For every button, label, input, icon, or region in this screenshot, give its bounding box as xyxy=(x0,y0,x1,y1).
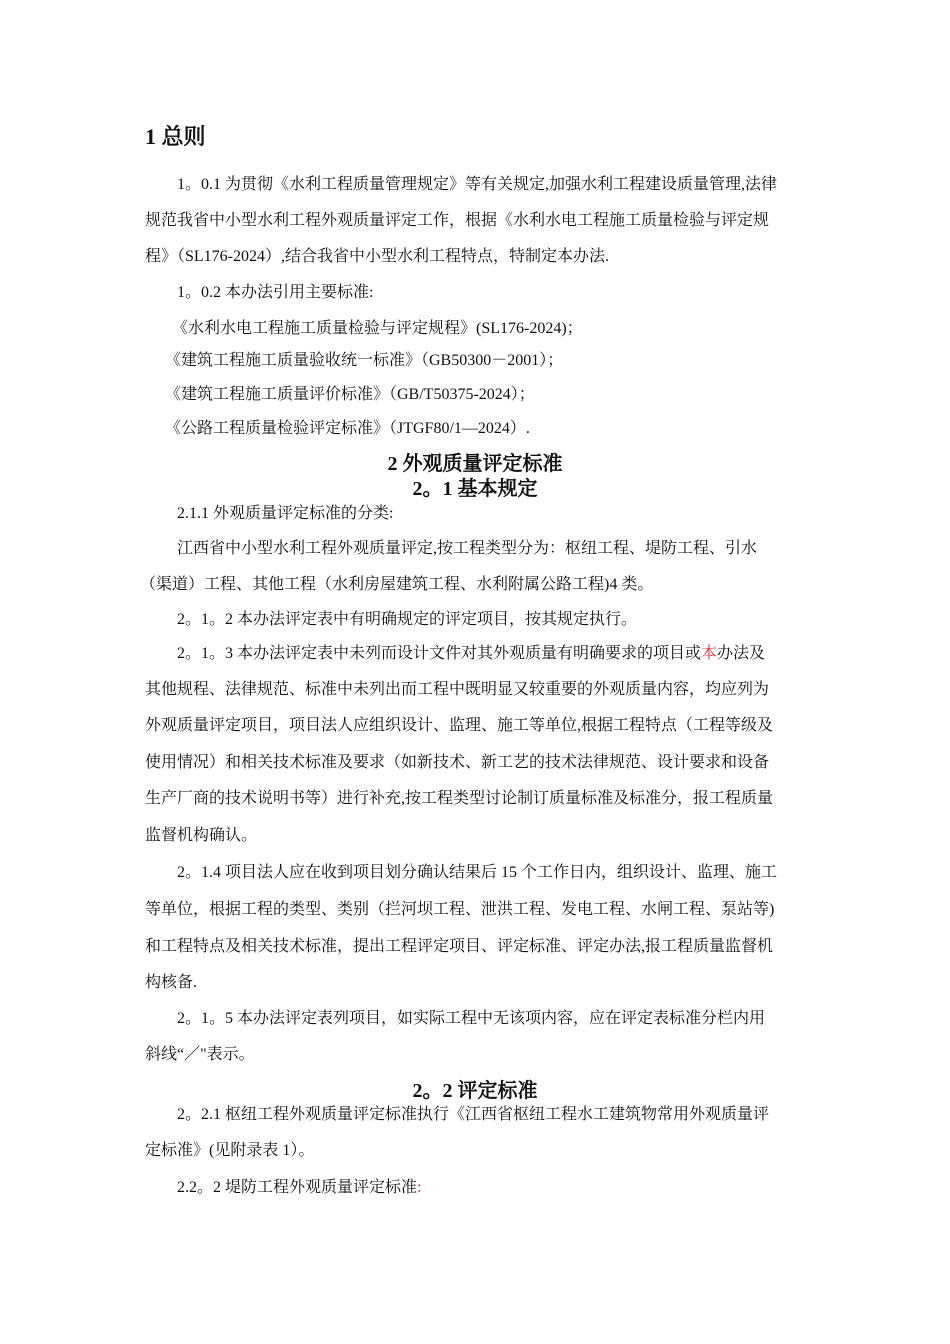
paragraph-2-1-1-body-line-1: 江西省中小型水利工程外观质量评定,按工程类型分为：枢纽工程、堤防工程、引水 xyxy=(177,540,758,557)
highlighted-char: 本 xyxy=(701,645,718,662)
paragraph-2-1-5-line-1: 2。1。5 本办法评定表列项目，如实际工程中无该项内容，应在评定表标准分栏内用 xyxy=(177,1010,766,1027)
paragraph-2-1-3-line-3: 外观质量评定项目，项目法人应组织设计、监理、施工等单位,根据工程特点（工程等级及 xyxy=(145,717,774,734)
standard-item: 《水利水电工程施工质量检验与评定规程》(SL176-2024)； xyxy=(172,320,583,337)
paragraph-2-2-2 xyxy=(177,1177,421,1199)
paragraph-2-1-1: 2.1.1 外观质量评定标准的分类: xyxy=(177,505,394,522)
paragraph-2-1-3-line-4: 使用情况）和相关技术标准及要求（如新技术、新工艺的技术法律规范、设计要求和设备 xyxy=(145,754,770,771)
paragraph-1-0-1-line-2: 规范我省中小型水利工程外观质量评定工作，根据《水利水电工程施工质量检验与评定规 xyxy=(145,212,770,229)
standard-item: 《建筑工程施工质量评价标准》（GB/T50375-2024）； xyxy=(165,386,535,403)
paragraph-2-1-1-body-line-2: （渠道）工程、其他工程（水利房屋建筑工程、水利附属公路工程)4 类。 xyxy=(140,576,654,593)
paragraph-2-2-1-line-1: 2。2.1 枢纽工程外观质量评定标准执行《江西省枢纽工程水工建筑物常用外观质量评 xyxy=(177,1106,770,1123)
section-2-heading: 2 外观质量评定标准 xyxy=(387,453,563,475)
paragraph-1-0-2: 1。0.2 本办法引用主要标准: xyxy=(177,284,374,301)
paragraph-2-1-3-line-2: 其他规程、法律规范、标准中未列出而工程中既明显又较重要的外观质量内容，均应列为 xyxy=(145,681,770,698)
paragraph-2-1-4-line-3: 和工程特点及相关技术标准，提出工程评定项目、评定标准、评定办法,报工程质量监督机 xyxy=(145,938,774,955)
paragraph-2-2-1-line-2: 定标准》(见附录表 1）。 xyxy=(145,1142,315,1159)
paragraph-2-1-3-line-6: 监督机构确认。 xyxy=(145,827,258,844)
paragraph-2-1-3-line-1 xyxy=(177,643,765,665)
standard-item: 《公路工程质量检验评定标准》（JTGF80/1—2024）. xyxy=(165,420,530,437)
section-2-1-heading: 2。1 基本规定 xyxy=(412,478,538,500)
text-run: 办法及 xyxy=(717,645,766,662)
paragraph-1-0-1-line-1: 1。0.1 为贯彻《水利工程质量管理规定》等有关规定,加强水利工程建设质量管理,法律 xyxy=(177,176,778,193)
highlighted-char: : xyxy=(417,1179,422,1196)
paragraph-2-1-4-line-4: 构核备. xyxy=(145,974,198,991)
section-2-2-heading: 2。2 评定标准 xyxy=(412,1080,538,1102)
paragraph-2-1-4-line-1: 2。1.4 项目法人应在收到项目划分确认结果后 15 个工作日内，组织设计、监理、施工 xyxy=(177,864,778,881)
paragraph-1-0-1-line-3: 程》（SL176-2024）,结合我省中小型水利工程特点，特制定本办法. xyxy=(145,248,610,265)
paragraph-2-1-2: 2。1。2 本办法评定表中有明确规定的评定项目，按其规定执行。 xyxy=(177,611,638,628)
paragraph-2-1-5-line-2: 斜线“／"表示。 xyxy=(145,1046,255,1063)
standard-item: 《建筑工程施工质量验收统一标准》（GB50300－2001）； xyxy=(165,352,564,369)
text-run: 2.2。2 堤防工程外观质量评定标准 xyxy=(177,1179,418,1196)
paragraph-2-1-3-line-5: 生产厂商的技术说明书等）进行补充,按工程类型讨论制订质量标准及标准分，报工程质量 xyxy=(145,790,774,807)
text-run: 2。1。3 本办法评定表中未列而设计文件对其外观质量有明确要求的项目或 xyxy=(177,645,702,662)
paragraph-2-1-4-line-2: 等单位，根据工程的类型、类别（拦河坝工程、泄洪工程、发电工程、水闸工程、泵站等) xyxy=(145,901,775,918)
section-1-heading: 1 总则 xyxy=(145,124,206,149)
